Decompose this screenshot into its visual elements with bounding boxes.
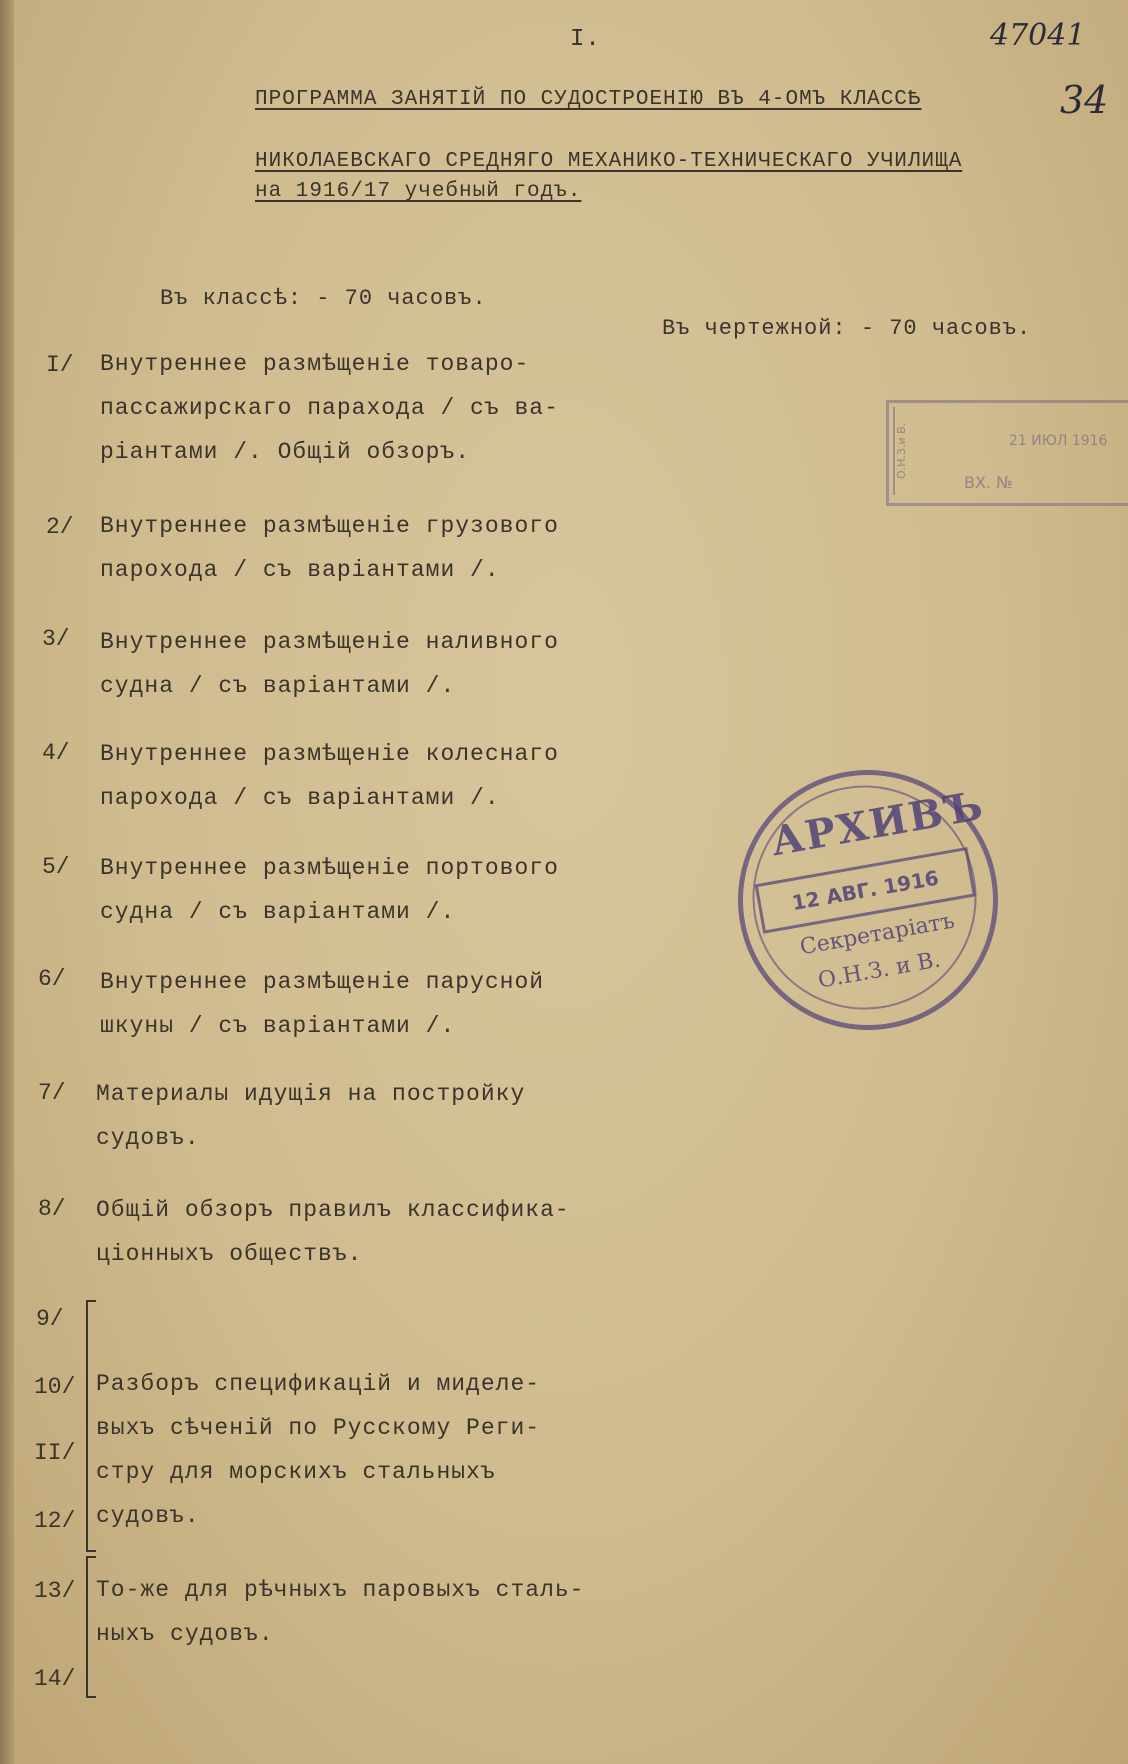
title-line-1: ПРОГРАММА ЗАНЯТIЙ ПО СУДОСТРОЕНIЮ ВЪ 4-ОМЪ КЛАССѢ (255, 88, 922, 111)
item-number: 7/ (38, 1080, 66, 1106)
item-text: Общiй обзоръ правилъ классифика- цiонныхъ обществъ. (96, 1197, 570, 1267)
archive-number-handwritten: 47041 (990, 18, 1086, 53)
hours-in-drawing-room: Въ чертежной: - 70 часовъ. (662, 316, 1032, 341)
item-text: Материалы идущiя на постройку судовъ. (96, 1081, 526, 1151)
hours-in-class: Въ классѣ: - 70 часовъ. (160, 286, 487, 311)
item-number: 14/ (34, 1666, 76, 1692)
item-text: Внутреннее размѣщенiе товаро- пассажирскаго парахода / съ ва- рiантами /. Общiй обзоръ. (100, 351, 559, 465)
received-stamp-date: 21 ИЮЛ 1916 (1009, 433, 1108, 449)
item-number: 10/ (34, 1374, 76, 1400)
page-edge (0, 0, 14, 1764)
item-number: I/ (46, 352, 74, 378)
item-number: 5/ (42, 854, 70, 880)
item-number: 4/ (42, 740, 70, 766)
item-text: Внутреннее размѣщенiе портового судна / съ варiантами /. (100, 855, 559, 925)
received-stamp-side-label: О.Н.З.и В. (893, 407, 921, 495)
item-number: II/ (34, 1440, 76, 1466)
archive-stamp-line-2: О.Н.З. и В. (816, 947, 943, 994)
archive-stamp-date: 12 АВГ. 1916 (755, 847, 976, 934)
group-text: То-же для рѣчныхъ паровыхъ сталь- ныхъ судовъ. (96, 1577, 585, 1647)
title-line-3: на 1916/17 учебный годъ. (255, 180, 582, 203)
item-text: Внутреннее размѣщенiе грузового парохода / съ варiантами /. (100, 513, 559, 583)
archive-stamp-line-1: Секретарiатъ (798, 908, 957, 961)
title-line-2: НИКОЛАЕВСКАГО СРЕДНЯГО МЕХАНИКО-ТЕХНИЧЕСКАГО УЧИЛИЩА (255, 150, 963, 173)
item-number: 8/ (38, 1196, 66, 1222)
item-text: Внутреннее размѣщенiе колеснаго парохода / съ варiантами /. (100, 741, 559, 811)
group-text: Разборъ спецификацiй и миделе- выхъ сѣченiй по Русскому Реги- стру для морскихъ стальныхъ судовъ. (96, 1371, 541, 1529)
item-number: 6/ (38, 966, 66, 992)
group-bracket (86, 1556, 96, 1698)
sheet-number-handwritten: 34 (1060, 78, 1109, 122)
item-number: 9/ (36, 1306, 64, 1332)
item-number: 2/ (46, 514, 74, 540)
group-bracket (86, 1300, 96, 1552)
item-number: 12/ (34, 1508, 76, 1534)
item-text: Внутреннее размѣщенiе наливного судна / съ варiантами /. (100, 629, 559, 699)
item-number: 13/ (34, 1578, 76, 1604)
archive-stamp (717, 749, 1018, 1050)
item-number: 3/ (42, 626, 70, 652)
archive-stamp-word: АРХИВЪ (767, 781, 988, 866)
page-number: I. (570, 26, 601, 53)
received-stamp-number-label: ВХ. № (964, 473, 1013, 492)
received-stamp (886, 400, 1128, 506)
item-text: Внутреннее размѣщенiе парусной шкуны / съ варiантами /. (100, 969, 545, 1039)
